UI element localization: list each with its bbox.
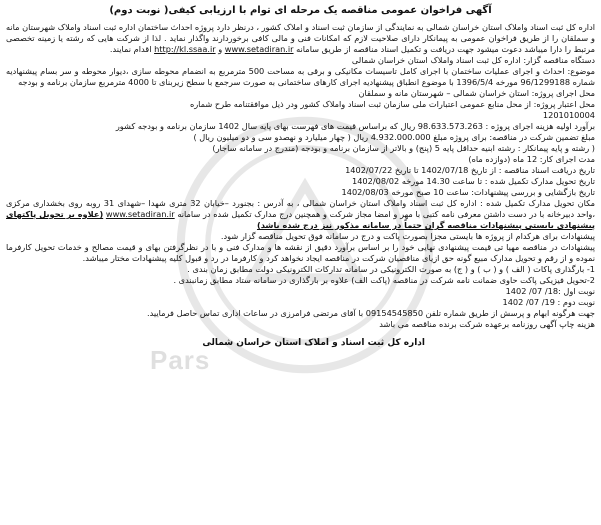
setad-link[interactable]: www.setadiran.ir [224,44,294,54]
guarantee-line: مبلغ تضمین شرکت در مناقصه: برای پروژه مبلغ 4.932.000.000 ریال ( چهار میلیارد و نهصدو سی و دو میلیون ریال ) [193,132,595,142]
item-2: 2-تحویل فیزیکی پاکت حاوی ضمانت نامه شرکت در مناقصه (پاکت الف) علاوه بر بارگذاری در سامانه ستاد مطابق زمانبندی . [173,275,595,285]
notice-first: نوبت اول :18/ 07/ 1402 [505,286,595,296]
subject-line: موضوع: احداث و اجرای عملیات ساختمان با اجرای کامل تاسیسات مکانیکی و برقی به مساحت 500 مترمربع به انضمام محوطه سازی ،دیوار محوطه و سر بسام پیشنهادیه شماره 96/1299188 مورخه 1396/5/4 با موضوع انطباق پیشنهادیه اجرای کارهای ساختمانی به صورت سرجمع با سطح زیربنای تا 4000 مترمربع سازمان برنامه و بودجه [6,66,595,87]
estimate-line: برآورد اولیه هزینه اجرای پروژه : 98.633.573.263 ریال که براساس قیمت های فهرست بهای پایه سال 1402 سازمان برنامه و بودجه کشور [115,121,595,131]
delivery-bold-note: (علاوه بر تحویل پاکتهای پیشنهادی بایستی پیشنهادات مناقصه گران حتماً در سامانه مذکور نیز درج شده باشد) [6,209,595,230]
funding-line: محل اعتبار پروژه: از محل منابع عمومی اعتبارات ملی سازمان ثبت اسناد واملاک کشور ودر ذیل موافقتنامه طرح شماره [189,99,595,109]
delivery-setad-link[interactable]: www.setadiran.ir [105,209,175,219]
contact-line: جهت هرگونه ابهام و پرسش از طریق شماره تلفن 09154545850 با آقای مرتضی فرامرزی در ساعات اداری تماس حاصل فرمایید. [147,308,595,318]
watermark-text: Pars [150,345,211,375]
funding-code: 1201010004 [542,110,595,120]
delivery-paragraph [6,198,595,231]
grade-line: ( رشته و پایه پیمانکار : رشته ابنیه حداقل پایه 5 (پنج) و بالاتر از سازمان برنامه و بودجه (مندرج در سامانه ساجار) [212,143,595,153]
note-1: پیشنهادات برای هرکدام از پروژه ها بایستی مجزا بصورت پاکت و درج در سامانه فوق تحویل مناقصه گزار شود. [220,231,595,241]
date-open-line: تاریخ بازگشایی و بررسی پیشنهادات: ساعت 10 صبح مورخه 1402/08/03 [341,187,595,197]
duration-line: مدت اجرای کار: 12 ماه (دوازده ماه) [468,154,595,164]
intro-end: اقدام نمایند. [109,44,152,54]
location-line: محل اجرای پروژه: استان خراسان شمالی – شهرستان مانه و سملقان [358,88,595,98]
notice-second: نوبت دوم : 19/ 07/ 1402 [502,297,595,307]
signature: اداره کل ثبت اسناد و املاک استان خراسان شمالی [202,338,425,348]
fee-line: هزینه چاپ آگهی روزنامه برعهده شرکت برنده مناقصه می باشد [379,319,595,329]
note-2: پیشنهادات در مناقصه مهیا تی قیمت پیشنهادی نهایی خود را بر اساس برآورد دقیق از نقشه ها و مدارک فنی و با در نظرگرفتن بهای و قیمت مصالح و خدمات تحویل کارفرما نموده و از رقم و تحویل مدارک مبیع گونه حق ازیای مناقصیان شرکت در مناقصه ایجاد نخواهد کرد و کارفرما در رد و قبول کلیه پیشنهادات مختار میباشد. [6,242,595,263]
kl-link[interactable]: http://kl.ssaa.ir [154,44,216,54]
date-deliver-line: تاریخ تحویل مدارک تکمیل شده : تا ساعت 14.30 مورخه 1402/08/02 [352,176,595,186]
item-1: 1- بارگذاری پاکات ( الف ) و ( ب ) و ( ج) به صورت الکترونیکی در سامانه تدارکات الکترونیکی دولت مطابق زمان بندی . [187,264,595,274]
intro-paragraph: اداره کل ثبت اسناد واملاک استان خراسان شمالی به نمایندگی از سازمان ثبت اسناد و املاک کشور ، درنظر دارد پروژه احداث ساختمان اداره ثبت اسناد واملاک شهرستان مانه و سملقان را از طریق فراخوان عمومی به پیمانکار دارای صلاحیت لازم که امکانات فنی و مالی کافی برخوردارند واگذار نماید . لذا از شرکت هایی که رشته یا زمینه تخصصی مرتبط را دارا میباشد دعوت میشود جهت دریافت و تکمیل اسناد مناقصه از طریق سامانه www.setadiran.ir و http://kl.ssaa.ir اقدام نمایند. [6,22,595,54]
notice-title: آگهی فراخوان عمومی مناقصه یک مرحله ای توام با ارزیابی کیفی( نوبت دوم) [109,5,492,16]
intro-text: اداره کل ثبت اسناد واملاک استان خراسان شمالی به نمایندگی از سازمان ثبت اسناد و املاک کشور ، درنظر دارد پروژه احداث ساختمان اداره ثبت اسناد واملاک شهرستان مانه و سملقان را از طریق فراخوان عمومی به پیمانکار دارای صلاحیت لازم که امکانات فنی و مالی کافی برخوردارند واگذار نماید . لذا از شرکت هایی که رشته یا زمینه تخصصی مرتبط را دارا میباشد دعوت میشود جهت دریافت و تکمیل اسناد مناقصه از طریق سامانه [6,22,595,54]
delivery-text: مکان تحویل مدارک تکمیل شده : اداره کل ثبت اسناد واملاک استان خراسان شمالی ، به آدرس : بجنورد –خیابان 32 متری شهدا –شهدای 31 روبه روی بخشداری مرکزی ،واحد دبیرخانه با در دست داشتن معرفی نامه کتبی با مهر و امضا مجاز شرکت و همچنین درج مدارک تکمیل شده در سامانه [6,198,595,219]
document [6,3,595,521]
date-receive-line: تاریخ دریافت اسناد مناقصه : از تاریخ 1402/07/18 تا تاریخ 1402/07/22 [345,165,595,175]
organizer-line: دستگاه مناقصه گزار: اداره کل ثبت اسناد واملاک استان خراسان شمالی [351,55,595,65]
